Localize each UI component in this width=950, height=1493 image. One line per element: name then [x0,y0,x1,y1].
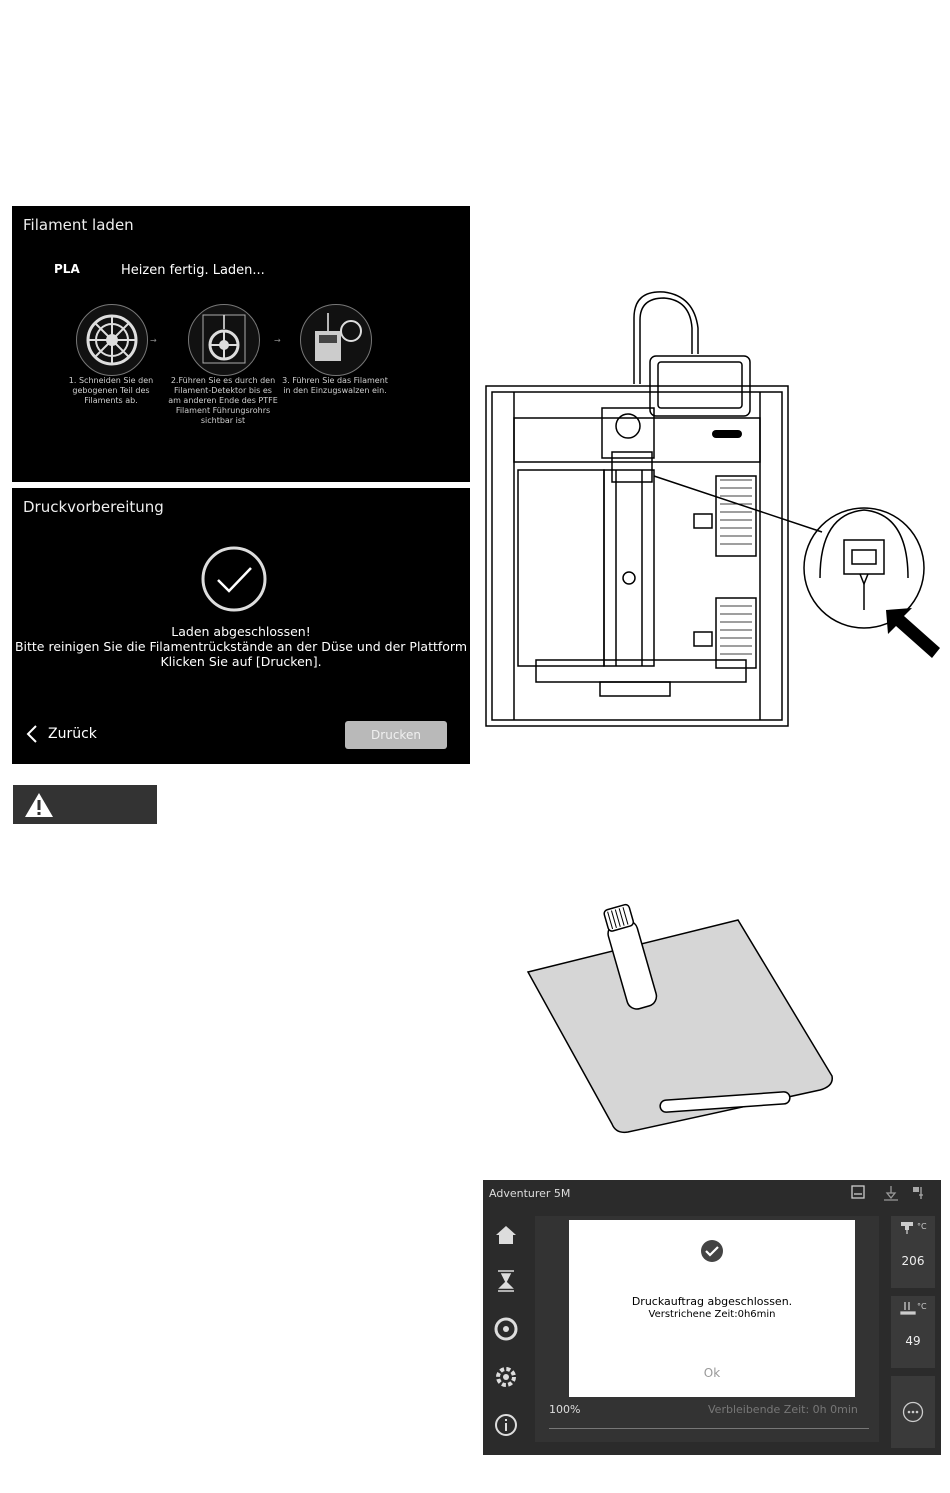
step-2-text: 2.Führen Sie es durch den Filament-Detektor bis es am anderen Ende des PTFE Filament Führungsrohrs sichtbar ist [168,376,278,425]
temp-unit: °C [917,1302,927,1311]
filament-load-screen [12,206,470,482]
temp-unit: °C [917,1222,927,1231]
check-circle-icon [700,1239,724,1263]
nozzle-icon [899,1220,917,1236]
screen-title: Filament laden [23,216,134,234]
more-tile[interactable] [891,1376,935,1448]
printer-ui-screen [483,1180,941,1455]
nozzle-temp: 206 [901,1254,925,1268]
step-arrow-icon: → [150,336,157,345]
message-line: Klicken Sie auf [Drucken]. [160,654,322,669]
message-line: Bitte reinigen Sie die Filamentrückstände an der Düse und der Plattform [14,639,468,654]
ok-button[interactable]: Ok [687,1366,737,1380]
filament-icon[interactable] [911,1185,927,1201]
spool-cut-image [76,304,148,376]
build-plate-illustration [520,900,850,1140]
remaining-time: Verbleibende Zeit: 0h 0min [708,1403,858,1416]
extruder-feed-image [300,304,372,376]
material-label: PLA [54,262,80,276]
spool-detector-image [188,304,260,376]
message-line: Laden abgeschlossen! [171,624,311,639]
bed-icon [899,1300,917,1316]
step-3-text: 3. Führen Sie das Filament in den Einzugswalzen ein. [282,376,388,395]
filament-spool-icon[interactable] [493,1316,519,1342]
chevron-left-icon [26,724,38,744]
nozzle-icon[interactable] [883,1185,899,1201]
print-prep-screen [12,488,470,764]
bed-temp-tile[interactable] [891,1296,935,1368]
leveling-icon[interactable] [493,1268,519,1294]
storage-icon[interactable] [851,1185,865,1199]
info-icon[interactable] [493,1412,519,1438]
print-complete-dialog [569,1220,855,1397]
nozzle-temp-tile[interactable] [891,1216,935,1288]
app-title: Adventurer 5M [489,1187,571,1200]
settings-icon[interactable] [493,1364,519,1390]
progress-percent: 100% [549,1403,581,1416]
step-arrow-icon: → [274,336,281,345]
status-text: Heizen fertig. Laden... [121,263,265,278]
dialog-title: Druckauftrag abgeschlossen. [631,1295,793,1308]
check-circle-icon [201,546,267,612]
progress-bar [549,1428,869,1429]
back-label: Zurück [48,726,97,742]
home-icon[interactable] [493,1222,519,1248]
bed-temp: 49 [905,1334,921,1348]
warning-icon [24,792,54,818]
more-icon [902,1401,924,1423]
back-button[interactable] [26,724,97,744]
completion-message [12,624,470,669]
printer-illustration [484,288,944,728]
print-button[interactable]: Drucken [345,721,447,749]
screen-title: Druckvorbereitung [23,498,164,516]
elapsed-time: Verstrichene Zeit:0h6min [648,1309,776,1320]
step-1-text: 1. Schneiden Sie den gebogenen Teil des Filaments ab. [68,376,154,405]
warning-badge [13,785,157,824]
